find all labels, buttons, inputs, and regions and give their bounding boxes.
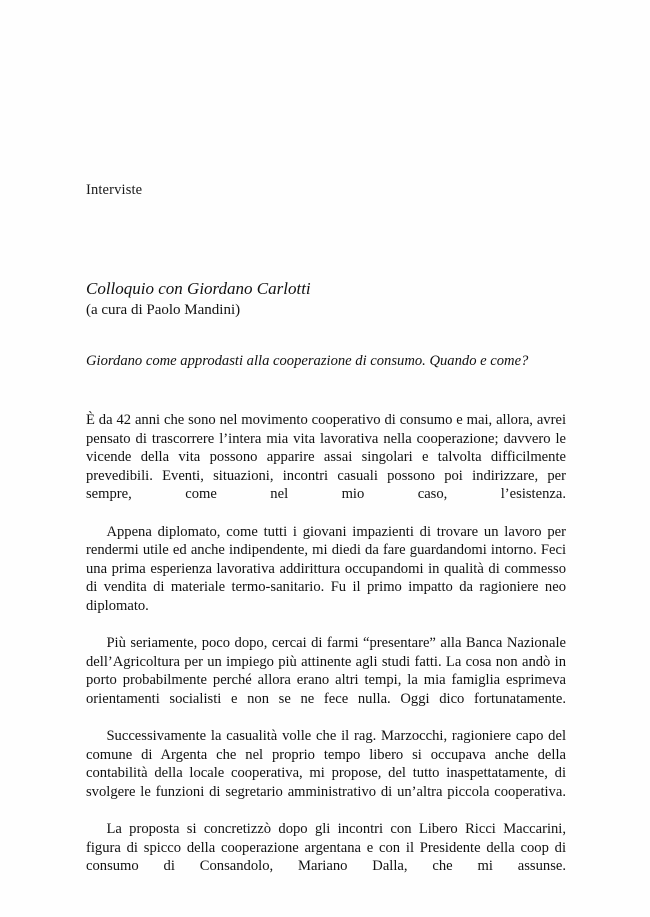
interview-question: Giordano come approdasti alla cooperazione di consumo. Quando e come? [86, 353, 529, 369]
body-paragraph: È da 42 anni che sono nel movimento cooperativo di consumo e mai, allora, avrei pensato di trascorrere l’intera mia vita lavorativa nella cooperazione; davvero le vicende della vita possono apparire assai singolari e talvolta difficilmente prevedibili. Eventi, situazioni, incontri casuali possono poi indirizzare, per sempre, come nel mio caso, l’esistenza. [86, 412, 566, 503]
running-head: Interviste [86, 182, 143, 198]
article-byline: (a cura di Paolo Mandini) [86, 302, 241, 318]
article-title: Colloquio con Giordano Carlotti [86, 279, 311, 298]
body-paragraph: Più seriamente, poco dopo, cercai di farmi “presentare” alla Banca Nazionale dell’Agricoltura per un impiego più attinente agli studi fatti. La cosa non andò in porto probabilmente perché allora erano altri tempi, la mia famiglia esprimeva orientamenti socialisti e non se ne fece nulla. Oggi dico fortunatamente. [86, 635, 566, 707]
body-paragraph: Successivamente la casualità volle che il rag. Marzocchi, ragioniere capo del comune di Argenta che nel proprio tempo libero si occupava anche della contabilità della locale cooperativa, mi propose, del tutto inaspettatamente, di svolgere le funzioni di segretario amministrativo di un’altra piccola cooperativa. [86, 728, 566, 800]
body-paragraph: Appena diplomato, come tutti i giovani impazienti di trovare un lavoro per rendermi utile ed anche indipendente, mi diedi da fare guardandomi intorno. Feci una prima esperienza lavorativa addirittura occupandomi in qualità di commesso di vendita di materiale termo-sanitario. Fu il primo impatto da ragioniere neo diplomato. [86, 523, 566, 614]
article-body [86, 411, 566, 894]
body-paragraph: La proposta si concretizzò dopo gli incontri con Libero Ricci Maccarini, figura di spicco della cooperazione argentana e con il Presidente della coop di consumo di Consandolo, Mariano Dalla, che mi assunse. [86, 821, 566, 875]
